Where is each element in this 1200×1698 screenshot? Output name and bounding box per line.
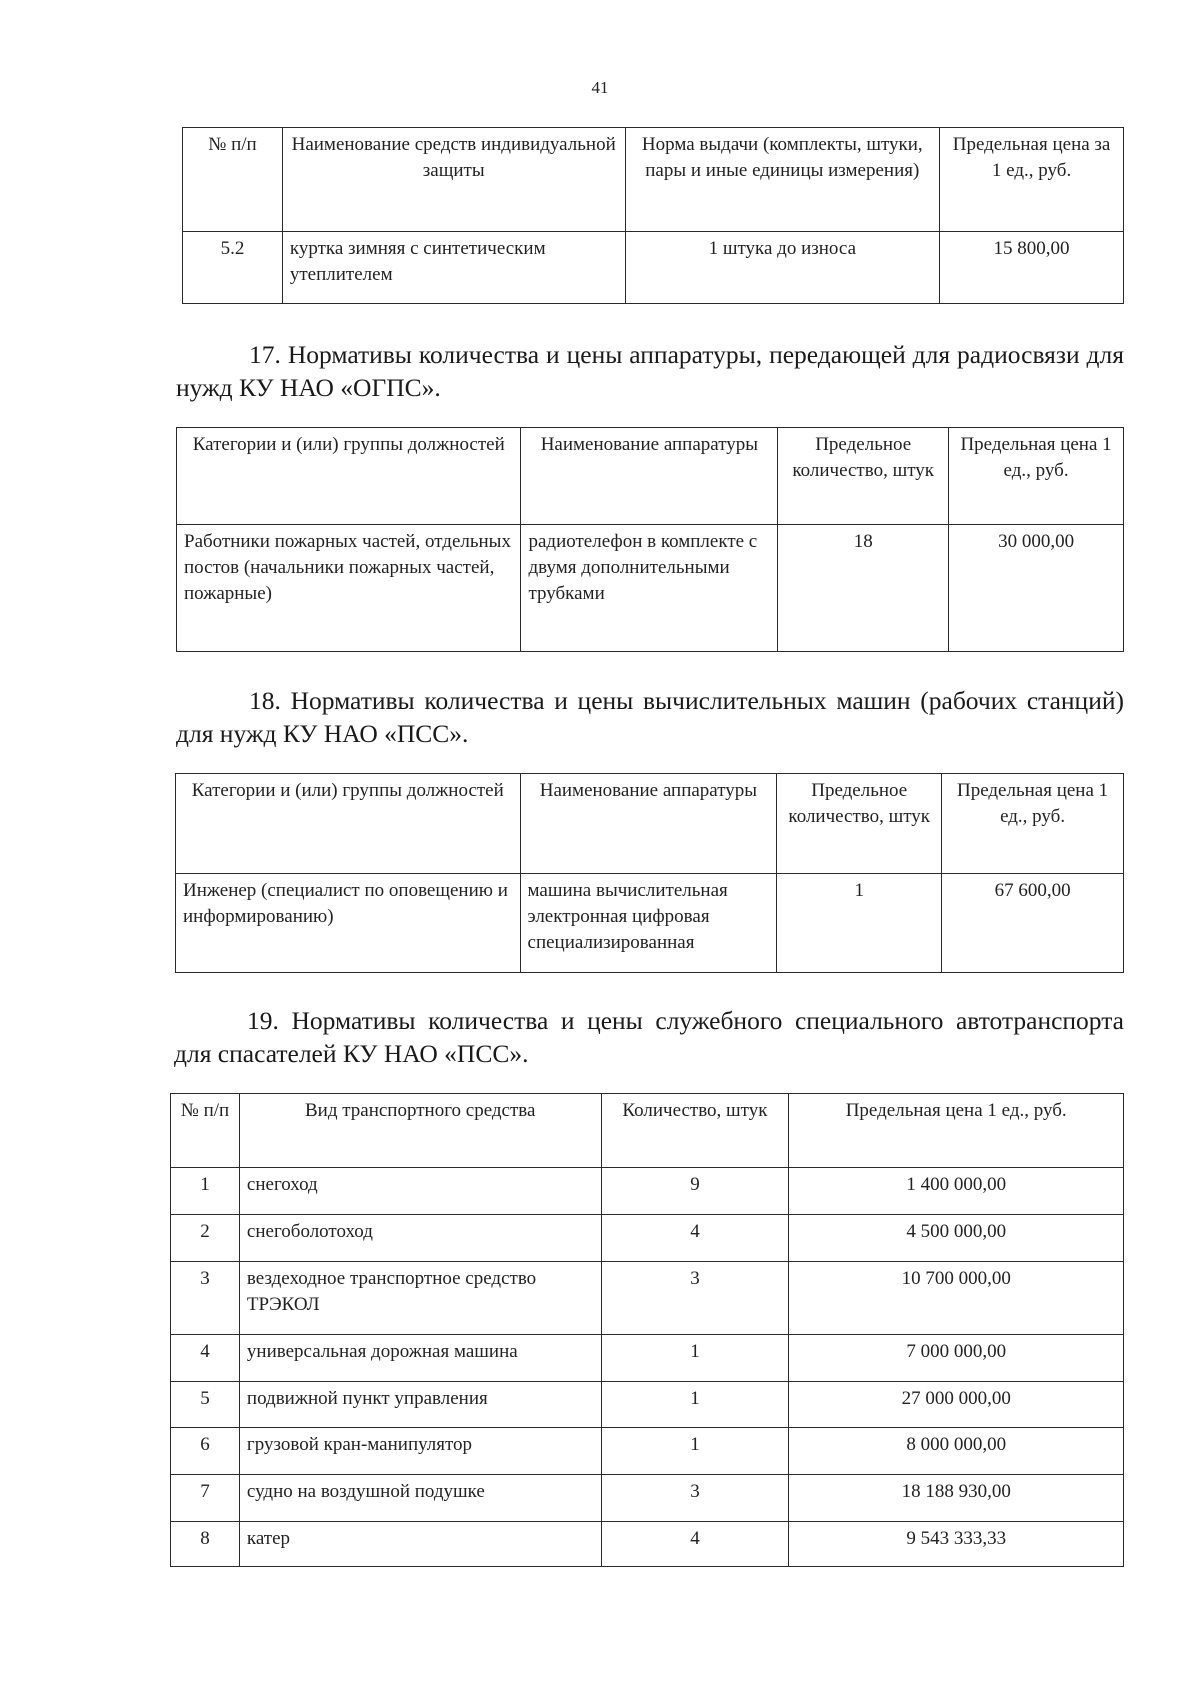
computers-table — [175, 773, 1124, 973]
header-cell: № п/п — [183, 128, 283, 232]
quantity-cell: 1 — [601, 1335, 789, 1382]
vehicle-type-cell: катер — [239, 1522, 601, 1567]
equipment-name-cell: радиотелефон в комплекте с двумя дополнительными трубками — [521, 525, 778, 652]
table-row — [176, 874, 1124, 973]
header-cell: Предельная цена 1 ед., руб. — [949, 428, 1124, 525]
quantity-cell: 4 — [601, 1522, 789, 1567]
header-cell: Категории и (или) группы должностей — [177, 428, 521, 525]
price-cell: 15 800,00 — [940, 232, 1124, 304]
page-number: 41 — [591, 78, 609, 97]
section-17-heading-text: 17. Нормативы количества и цены аппаратуры, передающей для радиосвязи для нужд КУ НАО «ОГПС». — [176, 340, 1124, 402]
price-cell: 9 543 333,33 — [789, 1522, 1124, 1567]
table-row — [171, 1475, 1124, 1522]
section-19-heading-text: 19. Нормативы количества и цены служебного специального автотранспорта для спасателей КУ НАО «ПСС». — [174, 1006, 1124, 1068]
header-cell: Наименование аппаратуры — [521, 428, 778, 525]
table-header-row — [171, 1094, 1124, 1168]
row-number-cell: 5.2 — [183, 232, 283, 304]
price-cell: 1 400 000,00 — [789, 1168, 1124, 1215]
table-row — [171, 1335, 1124, 1382]
row-number-cell: 1 — [171, 1168, 240, 1215]
quantity-cell: 1 — [777, 874, 942, 973]
quantity-cell: 3 — [601, 1475, 789, 1522]
row-number-cell: 3 — [171, 1262, 240, 1335]
table-header-row — [183, 128, 1124, 232]
quantity-cell: 4 — [601, 1215, 789, 1262]
vehicle-type-cell: снегоболотоход — [239, 1215, 601, 1262]
table-row — [171, 1428, 1124, 1475]
vehicles-table — [170, 1093, 1124, 1567]
header-cell: Предельное количество, штук — [777, 774, 942, 874]
table-row — [171, 1382, 1124, 1428]
price-cell: 30 000,00 — [949, 525, 1124, 652]
vehicle-type-cell: снегоход — [239, 1168, 601, 1215]
header-cell: № п/п — [171, 1094, 240, 1168]
section-19-heading — [174, 1004, 1124, 1070]
price-cell: 27 000 000,00 — [789, 1382, 1124, 1428]
header-cell: Наименование средств индивидуальной защиты — [282, 128, 625, 232]
row-number-cell: 4 — [171, 1335, 240, 1382]
header-cell: Предельная цена 1 ед., руб. — [942, 774, 1124, 874]
item-name-cell: куртка зимняя с синтетическим утеплителем — [282, 232, 625, 304]
table-row — [177, 525, 1124, 652]
quantity-cell: 1 — [601, 1382, 789, 1428]
quantity-cell: 3 — [601, 1262, 789, 1335]
ppe-norms-table — [182, 127, 1124, 304]
row-number-cell: 5 — [171, 1382, 240, 1428]
row-number-cell: 8 — [171, 1522, 240, 1567]
price-cell: 67 600,00 — [942, 874, 1124, 973]
vehicle-type-cell: универсальная дорожная машина — [239, 1335, 601, 1382]
section-18-heading-text: 18. Нормативы количества и цены вычислительных машин (рабочих станций) для нужд КУ НАО «ПСС». — [176, 686, 1124, 748]
quantity-cell: 9 — [601, 1168, 789, 1215]
header-cell: Вид транспортного средства — [239, 1094, 601, 1168]
row-number-cell: 7 — [171, 1475, 240, 1522]
position-category-cell: Работники пожарных частей, отдельных постов (начальники пожарных частей, пожарные) — [177, 525, 521, 652]
header-cell: Норма выдачи (комплекты, штуки, пары и иные единицы измерения) — [625, 128, 940, 232]
quantity-cell: 18 — [778, 525, 949, 652]
vehicle-type-cell: подвижной пункт управления — [239, 1382, 601, 1428]
table-row — [171, 1522, 1124, 1567]
equipment-name-cell: машина вычислительная электронная цифровая специализированная — [520, 874, 777, 973]
table-header-row — [177, 428, 1124, 525]
table-header-row — [176, 774, 1124, 874]
row-number-cell: 6 — [171, 1428, 240, 1475]
price-cell: 10 700 000,00 — [789, 1262, 1124, 1335]
section-17-heading — [176, 338, 1124, 404]
header-cell: Категории и (или) группы должностей — [176, 774, 521, 874]
price-cell: 18 188 930,00 — [789, 1475, 1124, 1522]
norm-cell: 1 штука до износа — [625, 232, 940, 304]
radio-equipment-table — [176, 427, 1124, 652]
vehicle-type-cell: судно на воздушной подушке — [239, 1475, 601, 1522]
price-cell: 4 500 000,00 — [789, 1215, 1124, 1262]
vehicle-type-cell: вездеходное транспортное средство ТРЭКОЛ — [239, 1262, 601, 1335]
header-cell: Предельная цена за 1 ед., руб. — [940, 128, 1124, 232]
row-number-cell: 2 — [171, 1215, 240, 1262]
header-cell: Наименование аппаратуры — [520, 774, 777, 874]
section-18-heading — [176, 684, 1124, 750]
header-cell: Предельное количество, штук — [778, 428, 949, 525]
header-cell: Предельная цена 1 ед., руб. — [789, 1094, 1124, 1168]
header-cell: Количество, штук — [601, 1094, 789, 1168]
position-category-cell: Инженер (специалист по оповещению и информированию) — [176, 874, 521, 973]
price-cell: 7 000 000,00 — [789, 1335, 1124, 1382]
table-row — [171, 1168, 1124, 1215]
quantity-cell: 1 — [601, 1428, 789, 1475]
table-row — [171, 1262, 1124, 1335]
table-row — [171, 1215, 1124, 1262]
price-cell: 8 000 000,00 — [789, 1428, 1124, 1475]
table-row — [183, 232, 1124, 304]
vehicle-type-cell: грузовой кран-манипулятор — [239, 1428, 601, 1475]
